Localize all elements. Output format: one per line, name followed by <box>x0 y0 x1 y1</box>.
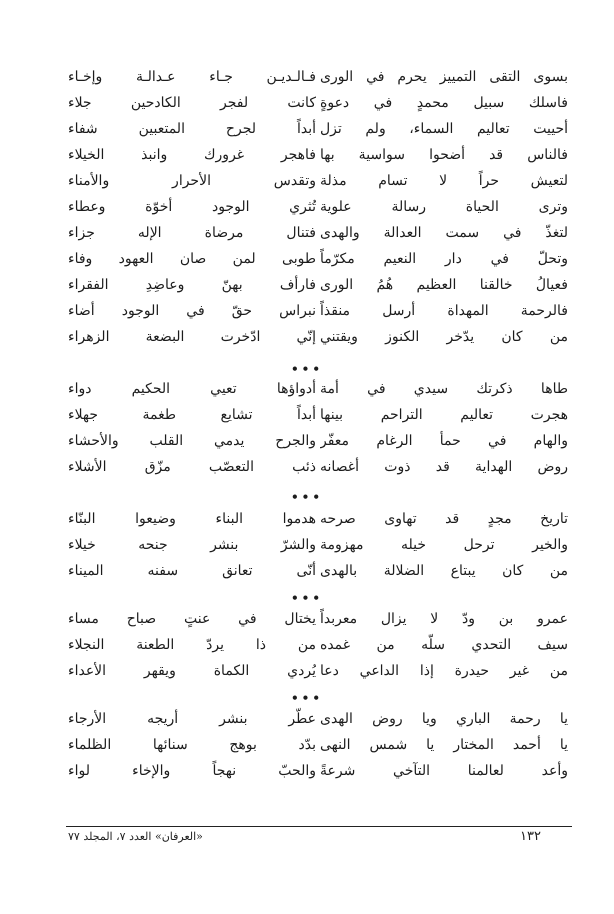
second-hemistich: كانت لفجر الكادحين جلاء <box>68 95 316 111</box>
first-hemistich: سيف التحدي سلّه من غمده <box>320 637 568 653</box>
second-hemistich: بدّد بوهج سنائها الظلماء <box>68 737 316 753</box>
verse-line <box>0 428 614 454</box>
page-number: ١٣٢ <box>520 829 541 844</box>
second-hemistich: فارأف بهنّ وعاضِدِ الفقراء <box>68 277 316 293</box>
first-hemistich: عمرو بن ودّ لا يزال معربداً <box>320 611 568 627</box>
first-hemistich: يا رحمة الباري ويا روض الهدى <box>320 711 568 727</box>
second-hemistich: وتقدس الأحرار والأمناء <box>68 173 316 189</box>
verse-line <box>0 632 614 658</box>
second-hemistich: من ذا يردّ الطعنة النجلاء <box>68 637 316 653</box>
verse-line <box>0 376 614 402</box>
first-hemistich: طاها ذكرتك سيدي في أمة <box>320 381 568 397</box>
first-hemistich: من كان يبتاع الضلالة بالهدى <box>320 563 568 579</box>
second-hemistich: فـالـديـن جـاء عـدالـة وإخـاء <box>68 69 316 85</box>
verse-line <box>0 402 614 428</box>
second-hemistich: نبراس حقّ في الوجود أضاء <box>68 303 316 319</box>
stanza-separator: ••• <box>290 591 323 605</box>
verse-line <box>0 272 614 298</box>
verse-line <box>0 706 614 732</box>
first-hemistich: فالرحمة المهداة أرسل منقذاً <box>320 303 568 319</box>
first-hemistich: وأعد لعالمنا التآخي شرعةً <box>320 763 568 779</box>
first-hemistich: أحييت تعاليم السماء، ولم تزل <box>320 121 568 137</box>
verse-line <box>0 532 614 558</box>
verse-line <box>0 758 614 784</box>
second-hemistich: ذئب التعصّب مزّق الأشلاء <box>68 459 316 475</box>
second-hemistich: والشرّ بنشر جنحه خيلاء <box>68 537 316 553</box>
second-hemistich: فتنال مرضاة الإله جزاء <box>68 225 316 241</box>
second-hemistich: تُثري الوجود أخوّة وعطاء <box>68 199 316 215</box>
verse-line <box>0 606 614 632</box>
verse-line <box>0 116 614 142</box>
verse-line <box>0 324 614 350</box>
second-hemistich: أنّى تعانق سفنه الميناء <box>68 563 316 579</box>
journal-citation: «العرفان» العدد ٧، المجلد ٧٧ <box>68 830 203 843</box>
first-hemistich: من كان يدّخر الكنوز ويقتني <box>320 329 568 345</box>
second-hemistich: يُردي الكماة ويقهر الأعداء <box>68 663 316 679</box>
verse-line <box>0 220 614 246</box>
first-hemistich: بسوى التقى التمييز يحرم في الورى <box>320 69 568 85</box>
first-hemistich: لتغذّ في سمت العدالة والهدى <box>320 225 568 241</box>
first-hemistich: وتحلّ في دار النعيم مكرّماً <box>320 251 568 267</box>
first-hemistich: والخير ترحل خيله مهزومة <box>320 537 568 553</box>
first-hemistich: يا أحمد المختار يا شمس النهى <box>320 737 568 753</box>
first-hemistich: من غير حيدرة إذا الداعي دعا <box>320 663 568 679</box>
stanza-separator: ••• <box>290 691 323 705</box>
verse-line <box>0 246 614 272</box>
first-hemistich: تاريخ مجدٍ قد تهاوى صرحه <box>320 511 568 527</box>
verse-line <box>0 732 614 758</box>
verse-line <box>0 64 614 90</box>
stanza-separator: ••• <box>290 490 323 504</box>
verse-line <box>0 194 614 220</box>
stanza-separator: ••• <box>290 362 323 376</box>
verse-line <box>0 298 614 324</box>
second-hemistich: عطّر بنشر أريجه الأرجاء <box>68 711 316 727</box>
second-hemistich: أبداً تشايع طغمة جهلاء <box>68 407 316 423</box>
second-hemistich: طوبى لمن صان العهود وفاء <box>68 251 316 267</box>
footer-rule <box>66 826 572 827</box>
second-hemistich: هدموا البناء وضيعوا البنّاء <box>68 511 316 527</box>
verse-line <box>0 658 614 684</box>
second-hemistich: أدواؤها تعيي الحكيم دواء <box>68 381 316 397</box>
verse-line <box>0 168 614 194</box>
first-hemistich: روض الهداية قد ذوت أغصانه <box>320 459 568 475</box>
verse-line <box>0 454 614 480</box>
first-hemistich: فاسلك سبيل محمدٍ في دعوةٍ <box>320 95 568 111</box>
first-hemistich: فالناس قد أضحوا سواسية بها <box>320 147 568 163</box>
second-hemistich: أبداً لجرح المتعبين شفاء <box>68 121 316 137</box>
first-hemistich: هجرت تعاليم التراحم بينها <box>320 407 568 423</box>
second-hemistich: والجرح يدمي القلب والأحشاء <box>68 433 316 449</box>
verse-line <box>0 142 614 168</box>
first-hemistich: لتعيش حراً لا تسام مذلة <box>320 173 568 189</box>
second-hemistich: إنّي ادّخرت البضعة الزهراء <box>68 329 316 345</box>
first-hemistich: وترى الحياة رسالة علوية <box>320 199 568 215</box>
second-hemistich: فاهجر غرورك وانبذ الخيلاء <box>68 147 316 163</box>
verse-line <box>0 90 614 116</box>
verse-line <box>0 506 614 532</box>
second-hemistich: يختال في عنتٍ صباح مساء <box>68 611 316 627</box>
verse-line <box>0 558 614 584</box>
second-hemistich: والحبّ نهجاً والإخاء لواء <box>68 763 316 779</box>
first-hemistich: فعيالُ خالقنا العظيم هُمُ الورى <box>320 277 568 293</box>
first-hemistich: والهام في حمأ الرغام معفّر <box>320 433 568 449</box>
